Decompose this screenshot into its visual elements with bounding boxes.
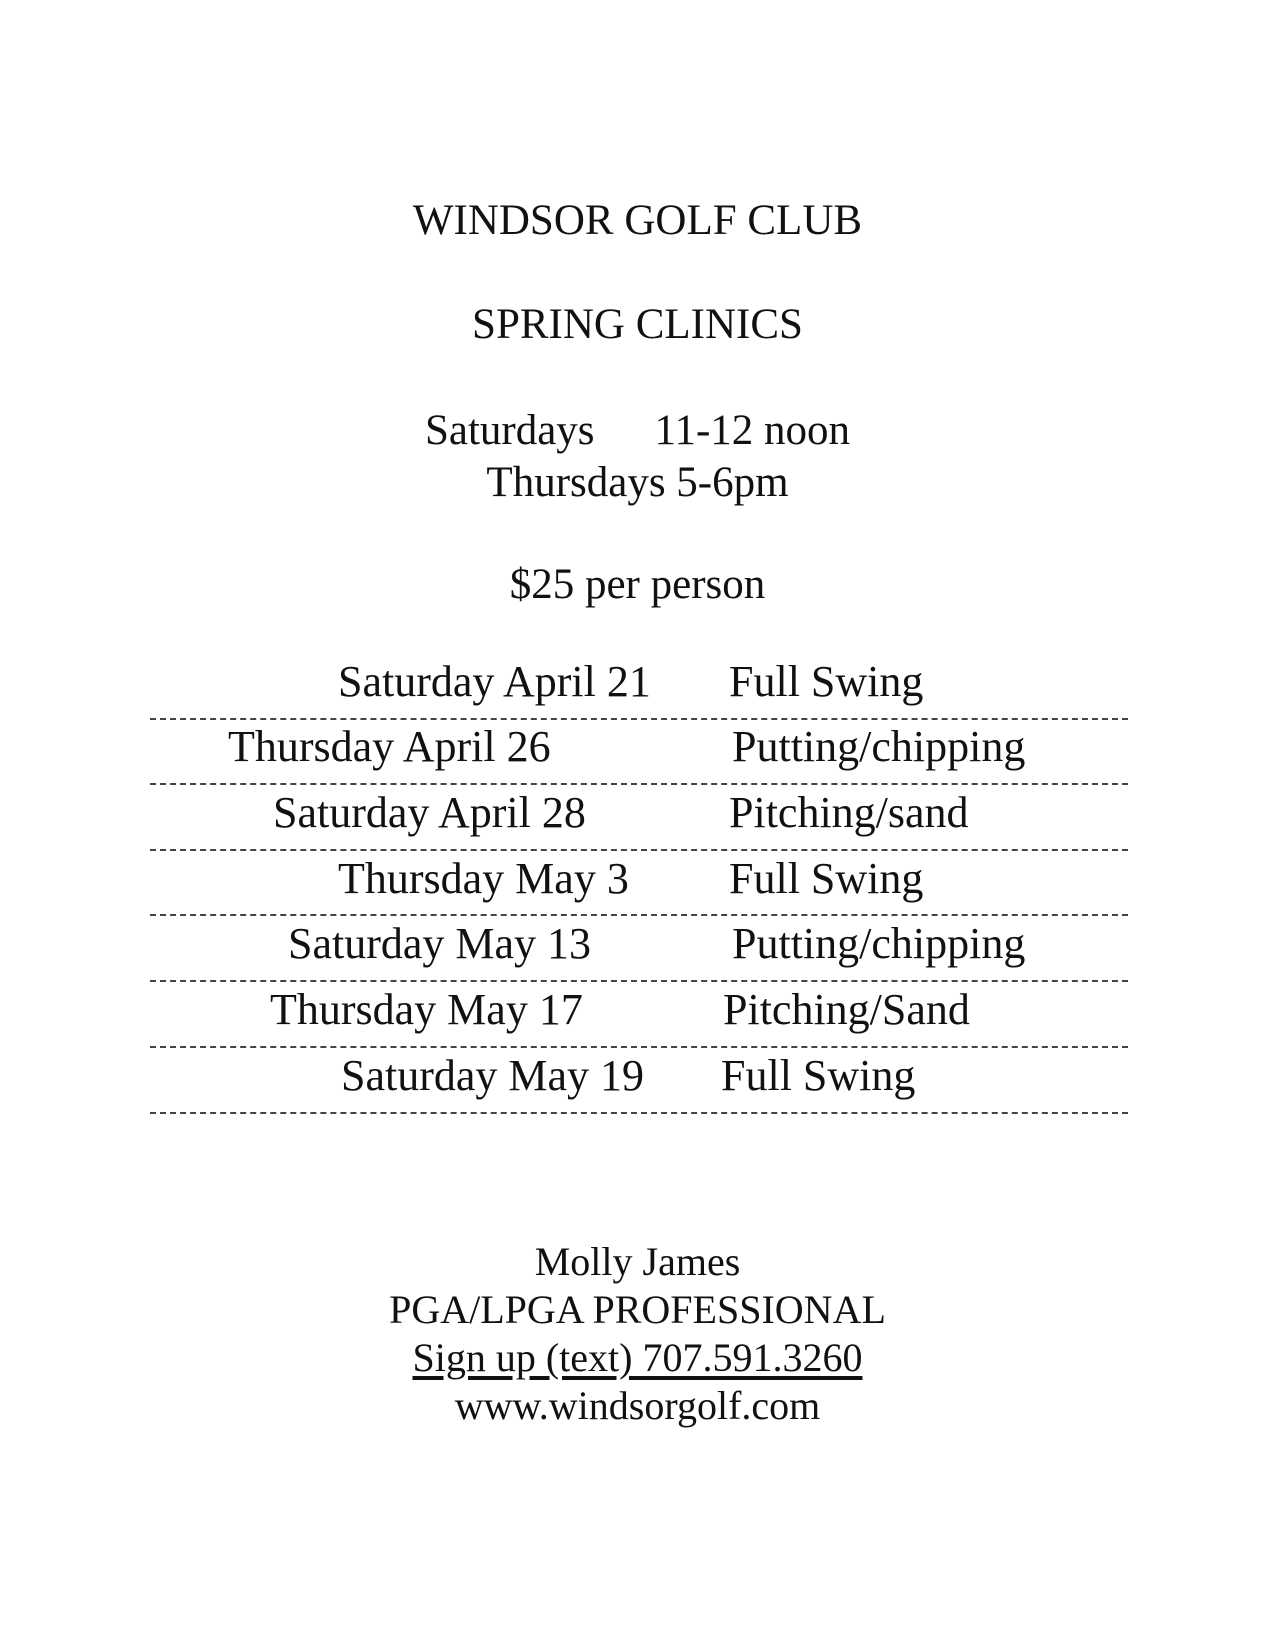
session-topic: Full Swing: [729, 657, 924, 706]
session-date: Thursday April 26: [228, 722, 551, 771]
price: $25 per person: [509, 561, 766, 608]
event-title: SPRING CLINICS: [472, 301, 803, 348]
schedule-saturdays: [0, 406, 1275, 455]
row-divider: [150, 1112, 1128, 1114]
website-url: www.windsorgolf.com: [454, 1383, 821, 1428]
instructor-title: PGA/LPGA PROFESSIONAL: [389, 1287, 886, 1332]
session-topic: Full Swing: [729, 854, 924, 903]
row-divider: [150, 718, 1128, 720]
session-topic: Full Swing: [721, 1051, 916, 1100]
row-divider: [150, 914, 1128, 916]
session-topic: Pitching/sand: [729, 788, 969, 837]
session-topic: Putting/chipping: [732, 919, 1026, 968]
session-date: Saturday April 21: [338, 657, 651, 706]
session-topic: Putting/chipping: [732, 722, 1026, 771]
club-title: WINDSOR GOLF CLUB: [412, 197, 863, 244]
row-divider: [150, 980, 1128, 982]
session-date: Saturday May 19: [341, 1051, 645, 1100]
session-date: Saturday May 13: [288, 919, 592, 968]
session-topic: Pitching/Sand: [723, 985, 970, 1034]
session-date: Thursday May 3: [338, 854, 629, 903]
session-date: Saturday April 28: [273, 788, 586, 837]
row-divider: [150, 1046, 1128, 1048]
row-divider: [150, 849, 1128, 851]
instructor-name: Molly James: [534, 1239, 741, 1284]
signup-phone: Sign up (text) 707.591.3260: [412, 1335, 863, 1380]
schedule-saturday-day: Saturdays: [424, 407, 595, 454]
session-date: Thursday May 17: [270, 985, 583, 1034]
schedule-saturday-time: 11-12 noon: [654, 407, 851, 454]
schedule-thursdays: Thursdays 5-6pm: [486, 459, 789, 506]
row-divider: [150, 783, 1128, 785]
